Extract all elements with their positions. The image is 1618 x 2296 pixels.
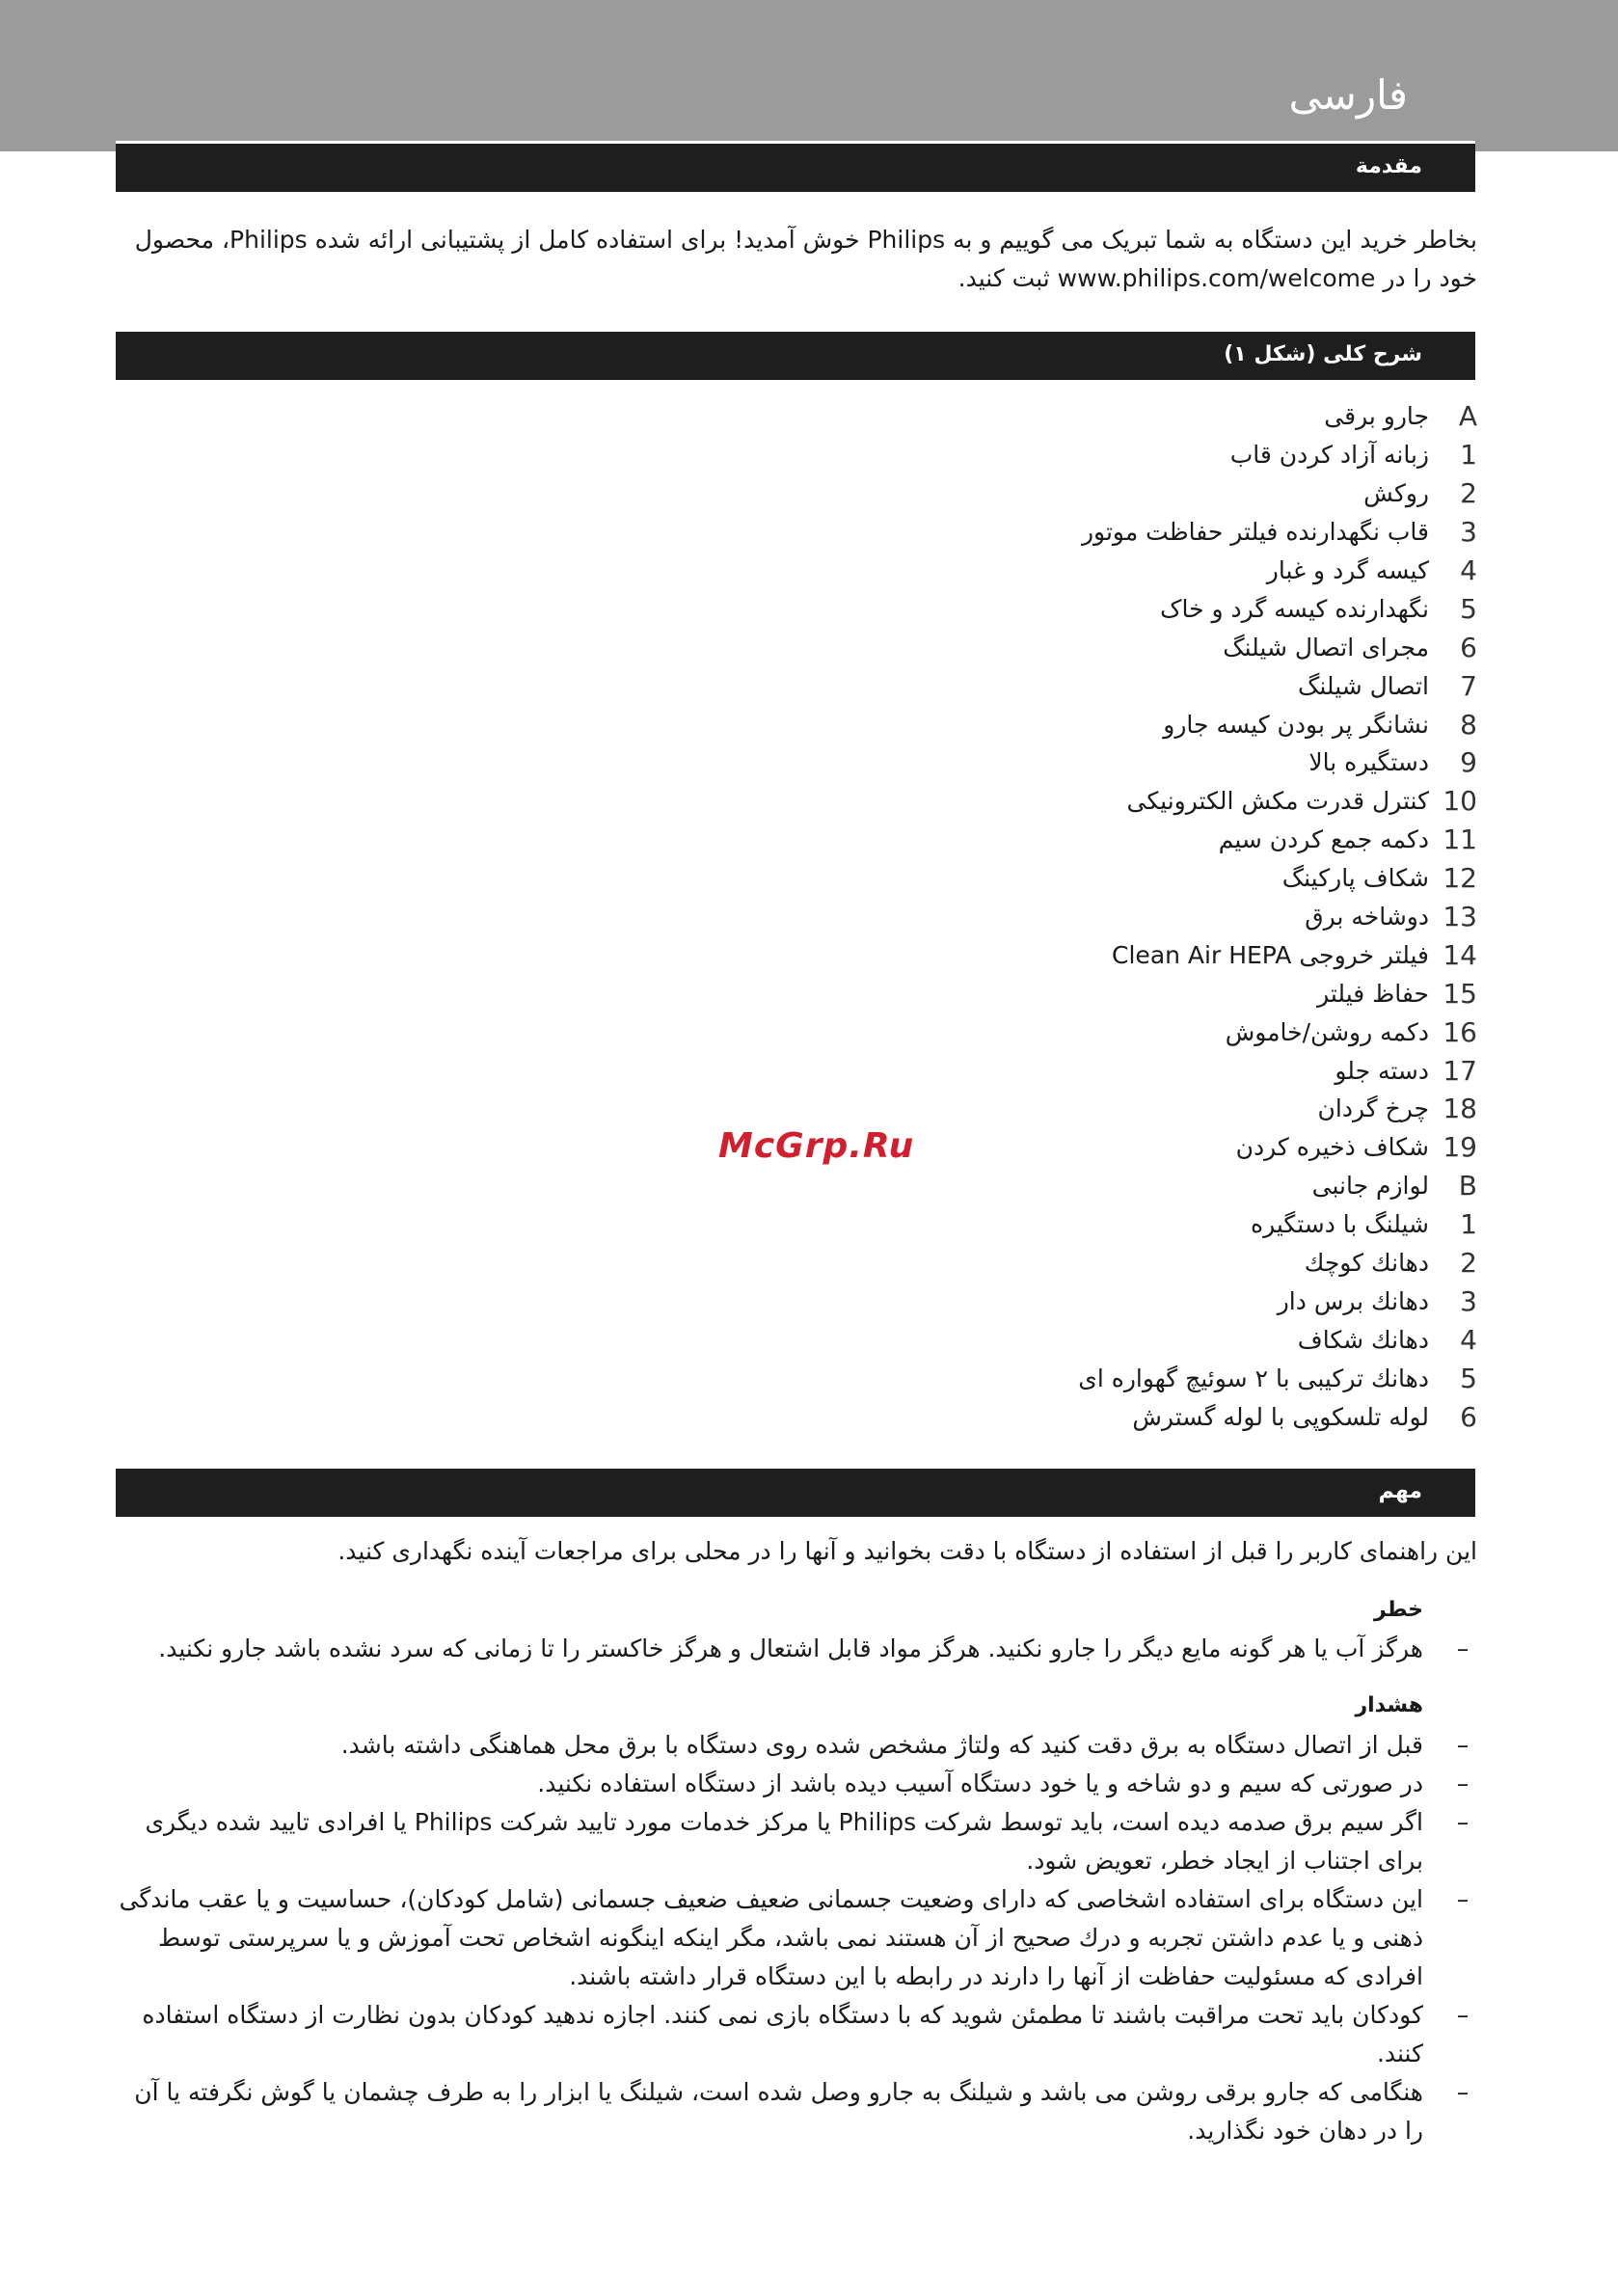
bullet-dash: – bbox=[1456, 1808, 1470, 1836]
overview-item-number: 1 bbox=[1460, 1208, 1477, 1241]
overview-item-text: حفاظ فیلتر bbox=[1317, 979, 1429, 1008]
overview-item bbox=[609, 1359, 1477, 1397]
bullet-text: کودکان باید تحت مراقبت باشند تا مطمئن شوید که با دستگاه بازی نمی کنند. اجازه ندهید کودکان بدون نظارت از دستگاه استفاده کنند. bbox=[142, 2001, 1423, 2067]
overview-item-text: زبانه آزاد کردن قاب bbox=[1229, 441, 1429, 470]
bullet-text: این دستگاه برای استفاده اشخاصی که دارای وضعیت جسمانی ضعیف ضعیف جسمانی (شامل کودکان)، حساسیت و یا عقب ماندگی ذهنی و یا عدم داشتن تجربه و درك صحیح از آن هستند نمی باشد، مگر اینکه اینگونه اشخاص تحت آموزش و یا سرپرستی توسط افرادی که مسئولیت حفاظت از آنها را دارند در رابطه با این دستگاه قرار داشته باشند. bbox=[119, 1885, 1423, 1990]
overview-item-number: 3 bbox=[1460, 516, 1477, 549]
bullet-item bbox=[118, 1880, 1477, 1996]
watermark: McGrp.Ru bbox=[718, 1126, 915, 1166]
section-title-important: مهم bbox=[1378, 1479, 1422, 1503]
bullet-item bbox=[118, 1726, 1477, 1765]
overview-item-text: شکاف ذخیره کردن bbox=[1235, 1133, 1429, 1162]
overview-item-text: قاب نگهدارنده فیلتر حفاظت موتور bbox=[1081, 518, 1429, 547]
overview-item-number: 11 bbox=[1443, 824, 1477, 856]
section-title-intro: مقدمة bbox=[1355, 154, 1422, 178]
overview-item-text: دکمه روشن/خاموش bbox=[1225, 1017, 1429, 1046]
overview-item-number: 14 bbox=[1443, 938, 1477, 971]
overview-item-text: اتصال شیلنگ bbox=[1298, 671, 1429, 700]
overview-item-number: 19 bbox=[1443, 1131, 1477, 1164]
overview-item-number: 18 bbox=[1443, 1093, 1477, 1125]
overview-item bbox=[609, 1244, 1477, 1283]
overview-item bbox=[609, 1090, 1477, 1128]
overview-item-number: 2 bbox=[1460, 1247, 1477, 1280]
overview-list bbox=[609, 397, 1477, 1436]
bullet-text: قبل از اتصال دستگاه به برق دقت کنید که ولتاژ مشخص شده روی دستگاه با برق محل هماهنگی داشته باشد. bbox=[340, 1731, 1423, 1759]
header-band bbox=[0, 0, 1618, 151]
overview-item bbox=[609, 743, 1477, 782]
overview-item-number: 4 bbox=[1460, 1323, 1477, 1356]
overview-item-text: چرخ گردان bbox=[1317, 1094, 1429, 1123]
overview-item bbox=[609, 666, 1477, 705]
overview-item bbox=[609, 1320, 1477, 1359]
overview-item-text: لوله تلسکوپی با لوله گسترش bbox=[1132, 1402, 1429, 1431]
overview-item-number: 3 bbox=[1460, 1284, 1477, 1317]
overview-item bbox=[609, 1397, 1477, 1436]
overview-item-number: 6 bbox=[1460, 1400, 1477, 1433]
overview-item bbox=[609, 474, 1477, 513]
overview-item bbox=[609, 397, 1477, 436]
overview-item-number: 16 bbox=[1443, 1015, 1477, 1048]
overview-item bbox=[609, 705, 1477, 743]
overview-item-text: فیلتر خروجی Clean Air HEPA bbox=[1112, 940, 1429, 969]
overview-item-text: دستگیره بالا bbox=[1308, 748, 1429, 777]
bullet-text: هرگز آب یا هر گونه مایع دیگر را جارو نکنید. هرگز مواد قابل اشتعال و هرگز خاکستر را تا زمانی که سرد نشده باشد جارو نکنید. bbox=[158, 1634, 1423, 1662]
bullet-item bbox=[118, 1996, 1477, 2073]
overview-item-text: دهانك برس دار bbox=[1277, 1286, 1429, 1315]
overview-item bbox=[609, 1051, 1477, 1090]
overview-item-number: 2 bbox=[1460, 477, 1477, 510]
bullet-dash: – bbox=[1456, 2001, 1470, 2029]
section-bar-intro bbox=[116, 141, 1475, 192]
bullet-text: اگر سیم برق صدمه دیده است، باید توسط شرکت Philips یا مرکز خدمات مورد تایید شرکت Philips یا افرادی تایید شده دیگری برای اجتناب از ایجاد خطر، تعویض شود. bbox=[145, 1808, 1423, 1875]
bullet-text: در صورتی که سیم و دو شاخه و یا خود دستگاه آسیب دیده باشد از دستگاه استفاده نکنید. bbox=[537, 1769, 1423, 1797]
bullet-item bbox=[118, 2073, 1477, 2150]
overview-item-number: 1 bbox=[1460, 439, 1477, 472]
overview-item-text: نگهدارنده کیسه گرد و خاک bbox=[1160, 594, 1429, 623]
overview-item-text: دهانك کوچك bbox=[1304, 1249, 1429, 1278]
overview-item-number: 5 bbox=[1460, 592, 1477, 625]
warning-list bbox=[118, 1726, 1477, 2150]
warning-heading: هشدار bbox=[1355, 1693, 1423, 1717]
overview-item bbox=[609, 898, 1477, 936]
overview-item-text: دوشاخه برق bbox=[1305, 903, 1429, 932]
overview-item bbox=[609, 589, 1477, 628]
intro-paragraph: بخاطر خرید این دستگاه به شما تبریک می گوییم و به Philips خوش آمدید! برای استفاده کامل از پشتیبانی ارائه شده Philips، محصول خود را در www.philips.com/welcome ثبت کنید. bbox=[134, 226, 1477, 292]
overview-item bbox=[609, 628, 1477, 666]
bullet-text: هنگامی که جارو برقی روشن می باشد و شیلنگ به جارو وصل شده است، شیلنگ یا ابزار را به طرف چشمان یا گوش نگرفته یا آن را در دهان خود نگذارید. bbox=[134, 2078, 1423, 2145]
overview-item-text: روکش bbox=[1363, 479, 1429, 508]
section-bar-important bbox=[116, 1469, 1475, 1517]
overview-item-text: جارو برقی bbox=[1324, 402, 1429, 431]
overview-item-text: دهانك ترکیبی با ۲ سوئیچ گهواره ای bbox=[1078, 1364, 1429, 1392]
bullet-dash: – bbox=[1456, 1634, 1470, 1662]
overview-item-number: B bbox=[1458, 1170, 1477, 1202]
section-bar-overview bbox=[116, 332, 1475, 380]
bullet-item bbox=[118, 1630, 1477, 1668]
overview-item-text: لوازم جانبی bbox=[1311, 1172, 1429, 1201]
overview-item bbox=[609, 1013, 1477, 1051]
overview-item bbox=[609, 1282, 1477, 1320]
bullet-item bbox=[118, 1765, 1477, 1803]
danger-heading: خطر bbox=[1374, 1598, 1423, 1622]
overview-item-number: 4 bbox=[1460, 554, 1477, 586]
overview-item-number: 9 bbox=[1460, 746, 1477, 779]
overview-item-number: 6 bbox=[1460, 631, 1477, 663]
overview-item bbox=[609, 974, 1477, 1013]
overview-item-text: مجرای اتصال شیلنگ bbox=[1223, 633, 1429, 662]
overview-item-number: 17 bbox=[1443, 1054, 1477, 1087]
overview-item bbox=[609, 859, 1477, 898]
overview-item bbox=[609, 821, 1477, 859]
overview-item-text: دسته جلو bbox=[1335, 1056, 1429, 1085]
overview-item-text: نشانگر پر بودن کیسه جارو bbox=[1163, 710, 1429, 739]
overview-item-text: دکمه جمع کردن سیم bbox=[1218, 825, 1429, 854]
overview-item-number: 5 bbox=[1460, 1362, 1477, 1394]
overview-item-number: A bbox=[1458, 400, 1477, 433]
overview-item-text: کنترل قدرت مکش الکترونیکی bbox=[1126, 787, 1429, 816]
overview-item-text: دهانك شکاف bbox=[1297, 1325, 1429, 1354]
overview-item-number: 13 bbox=[1443, 901, 1477, 933]
important-intro: این راهنمای کاربر را قبل از استفاده از دستگاه با دقت بخوانید و آنها را در محلی برای مراجعات آینده نگهداری کنید. bbox=[337, 1537, 1477, 1565]
overview-item bbox=[609, 1167, 1477, 1205]
overview-item-number: 7 bbox=[1460, 669, 1477, 702]
danger-list bbox=[118, 1630, 1477, 1668]
bullet-dash: – bbox=[1456, 1885, 1470, 1913]
overview-item-number: 15 bbox=[1443, 977, 1477, 1010]
overview-item bbox=[609, 1205, 1477, 1244]
overview-item bbox=[609, 513, 1477, 552]
overview-item-text: کیسه گرد و غبار bbox=[1266, 556, 1429, 584]
section-title-overview: شرح کلی (شکل ۱) bbox=[1224, 342, 1422, 366]
overview-item bbox=[609, 782, 1477, 821]
bullet-item bbox=[118, 1803, 1477, 1880]
bullet-dash: – bbox=[1456, 2078, 1470, 2106]
overview-item bbox=[609, 552, 1477, 590]
overview-item-text: شیلنگ با دستگیره bbox=[1250, 1210, 1429, 1239]
overview-item-number: 10 bbox=[1443, 785, 1477, 818]
overview-item bbox=[609, 935, 1477, 974]
overview-item-number: 8 bbox=[1460, 708, 1477, 741]
overview-item-text: شکاف پارکینگ bbox=[1281, 864, 1429, 893]
bullet-dash: – bbox=[1456, 1731, 1470, 1759]
overview-item-number: 12 bbox=[1443, 862, 1477, 895]
bullet-dash: – bbox=[1456, 1769, 1470, 1797]
language-title: فارسی bbox=[1288, 71, 1408, 119]
overview-item bbox=[609, 436, 1477, 474]
